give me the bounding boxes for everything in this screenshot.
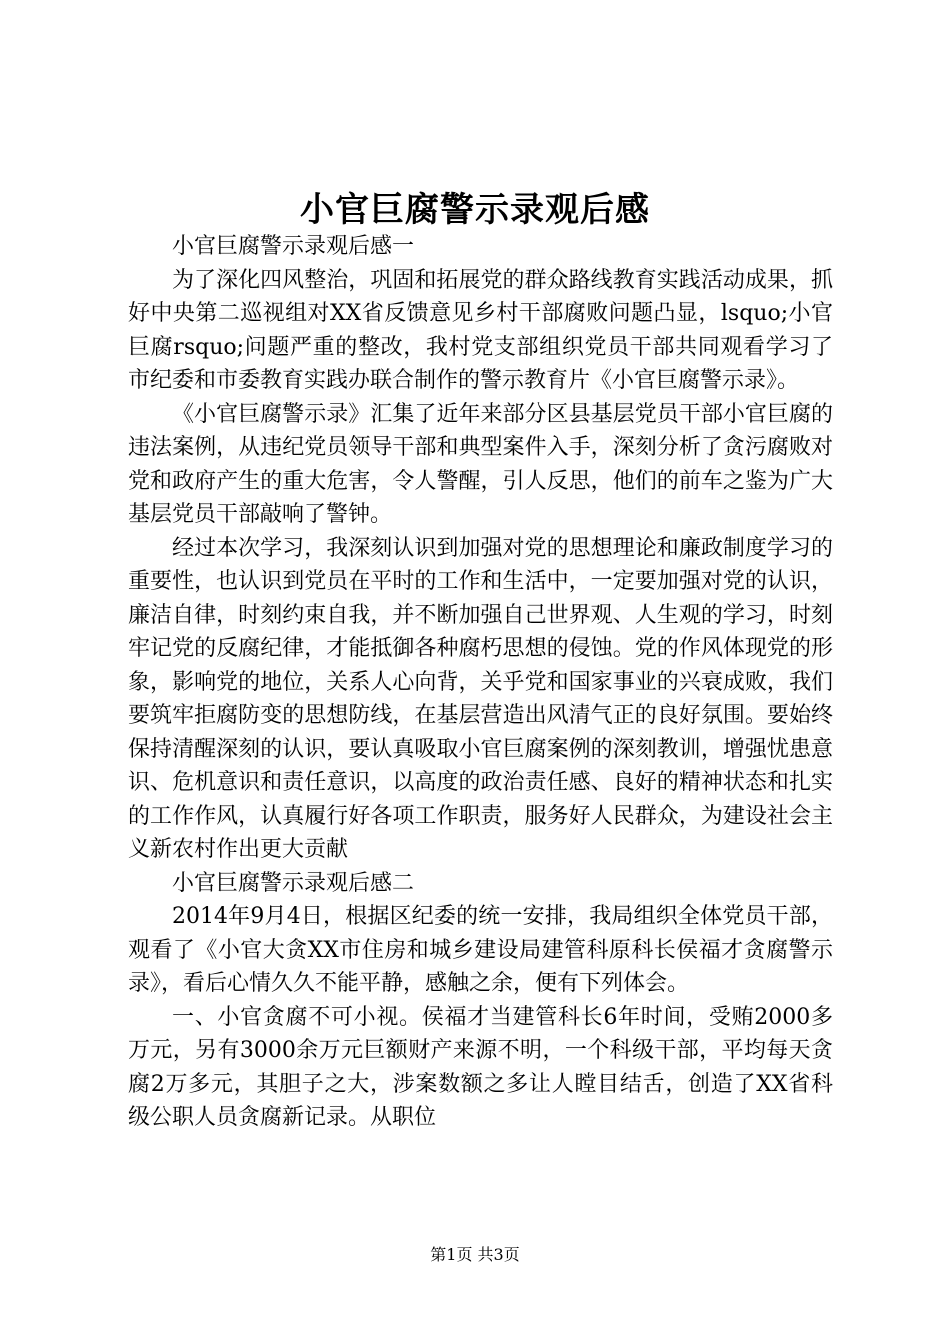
paragraph: 一、小官贪腐不可小视。侯福才当建管科长6年时间，受贿2000多万元，另有3000余万元巨额财产来源不明，一个科级干部，平均每天贪腐2万多元，其胆子之大，涉案数额之多让人瞠目结舌，创造了XX省科级公职人员贪腐新记录。从职位 xyxy=(128,1004,833,1130)
document-body xyxy=(128,230,833,1135)
paragraph: 为了深化四风整治，巩固和拓展党的群众路线教育实践活动成果，抓好中央第二巡视组对XX省反馈意见乡村干部腐败问题凸显，lsquo;小官巨腐rsquo;问题严重的整改，我村党支部组织党员干部共同观看学习了市纪委和市委教育实践办联合制作的警示教育片《小官巨腐警示录》。 xyxy=(128,267,833,393)
page-number-footer: 第1页 共3页 xyxy=(430,1245,520,1264)
document-title: 小官巨腐警示录观后感 xyxy=(300,190,650,230)
paragraph-heading-2: 小官巨腐警示录观后感二 xyxy=(172,870,415,896)
paragraph: 经过本次学习，我深刻认识到加强对党的思想理论和廉政制度学习的重要性，也认识到党员在平时的工作和生活中，一定要加强对党的认识，廉洁自律，时刻约束自我，并不断加强自己世界观、人生观的学习，时刻牢记党的反腐纪律，才能抵御各种腐朽思想的侵蚀。党的作风体现党的形象，影响党的地位，关系人心向背，关乎党和国家事业的兴衰成败，我们要筑牢拒腐防变的思想防线，在基层营造出风清气正的良好氛围。要始终保持清醒深刻的认识，要认真吸取小官巨腐案例的深刻教训，增强忧患意识、危机意识和责任意识，以高度的政治责任感、良好的精神状态和扎实的工作作风，认真履行好各项工作职责，服务好人民群众，为建设社会主义新农村作出更大贡献 xyxy=(128,535,833,862)
paragraph: 2014年9月4日，根据区纪委的统一安排，我局组织全体党员干部，观看了《小官大贪XX市住房和城乡建设局建管科原科长侯福才贪腐警示录》，看后心情久久不能平静，感触之余，便有下列体会。 xyxy=(128,904,833,996)
paragraph-heading-1: 小官巨腐警示录观后感一 xyxy=(172,234,415,259)
paragraph: 《小官巨腐警示录》汇集了近年来部分区县基层党员干部小官巨腐的违法案例，从违纪党员领导干部和典型案件入手，深刻分析了贪污腐败对党和政府产生的重大危害，令人警醒，引人反思，他们的前车之鉴为广大基层党员干部敲响了警钟。 xyxy=(128,401,833,527)
